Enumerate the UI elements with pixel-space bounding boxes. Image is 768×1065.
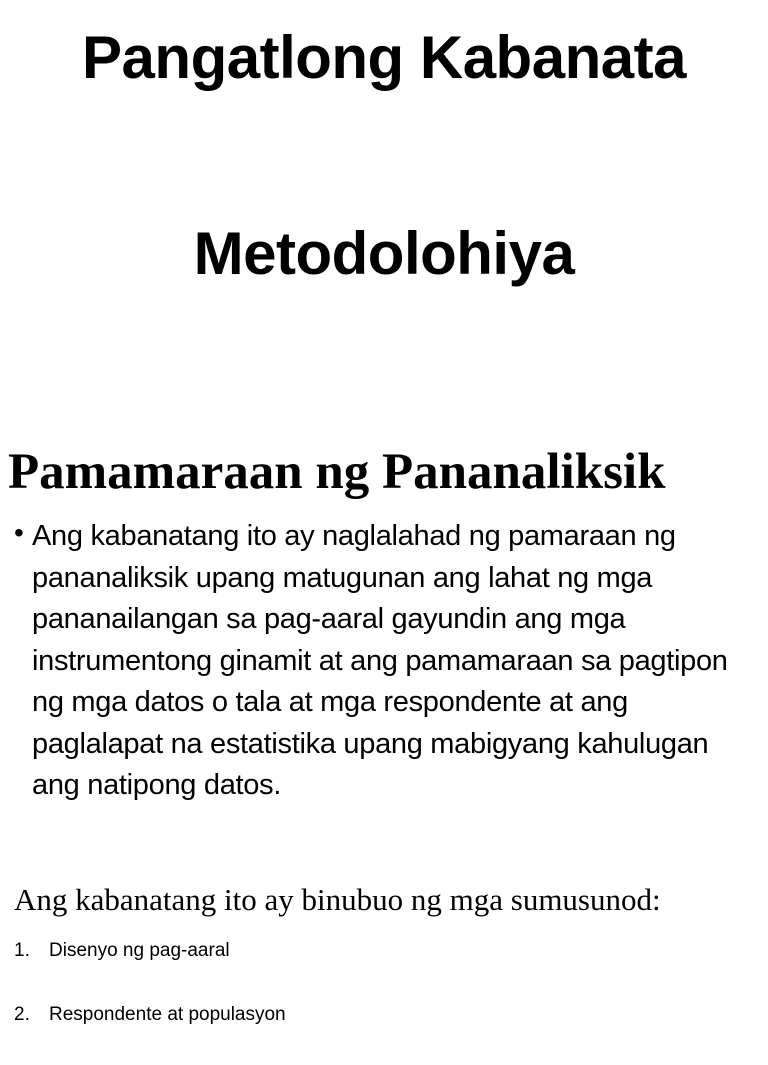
list-item-label: Disenyo ng pag-aaral [49,940,230,961]
list-item-number: 1. [14,940,30,961]
subheading: Pamamaraan ng Pananaliksik [8,444,666,500]
bullet-text: Ang kabanatang ito ay naglalahad ng pamaraan ng pananaliksik upang matugunan ang lahat ng mga pananailangan sa pag-aaral gayundin ang mga instrumentong ginamit at ang pamamaraan sa pagtipon ng mga datos o tala at mga respondente at ang paglalapat na estatistika upang mabigyang kahulugan ang natipong datos. [32,520,728,801]
bullet-paragraph [14,516,759,807]
chapter-title: Pangatlong Kabanata [82,24,686,91]
list-item [14,937,286,1001]
section-title: Metodolohiya [193,220,575,287]
list-item [14,1001,286,1065]
list-item-label: Respondente at populasyon [49,1004,286,1025]
bullet-icon: • [14,517,24,548]
intro-line: Ang kabanatang ito ay binubuo ng mga sumusunod: [14,882,661,917]
list-item-number: 2. [14,1004,30,1025]
numbered-list [14,937,286,1065]
